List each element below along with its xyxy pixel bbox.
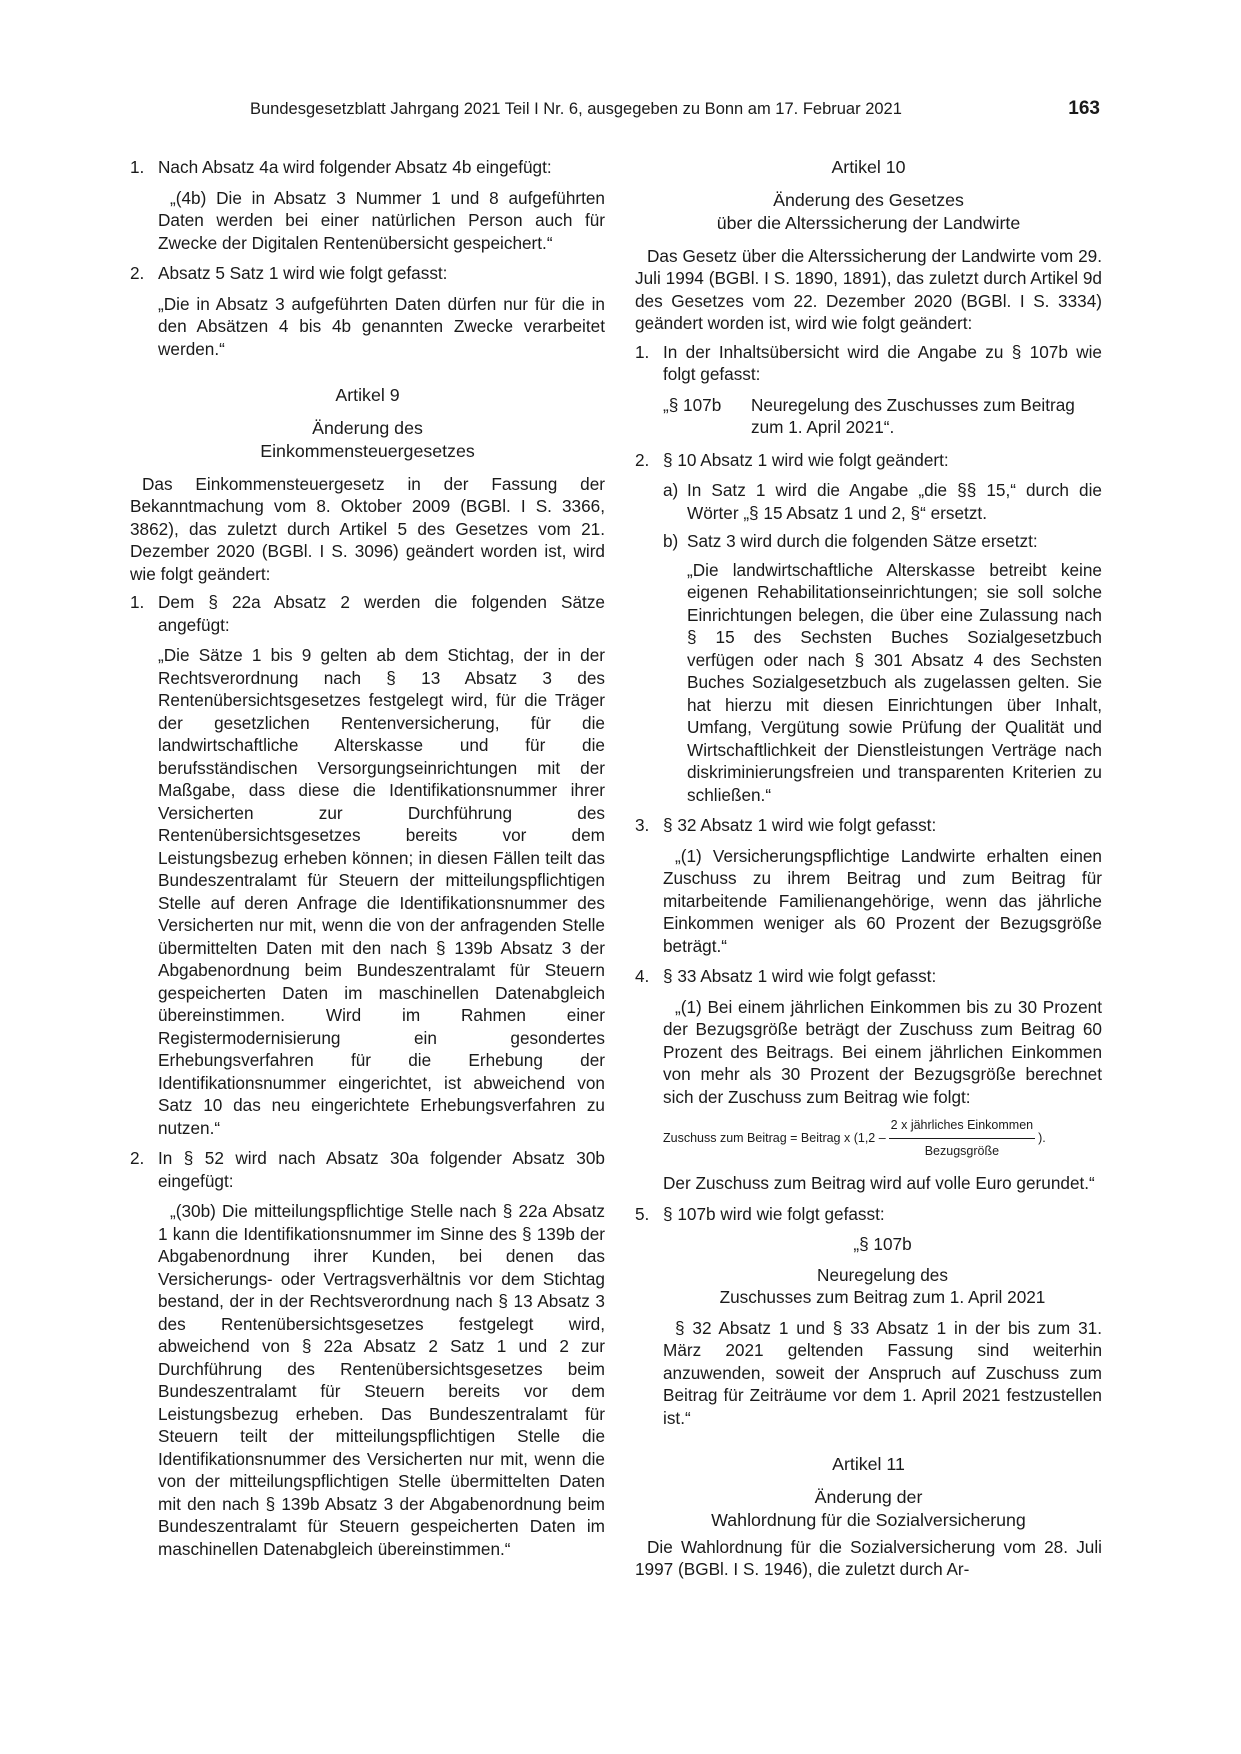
quoted-text: „(1) Versicherungspflichtige Landwirte erhalten einen Zuschuss zu ihrem Beitrag und zum Beitrag für mitarbeitende Familienangehörige, wenn das jährliche Einkommen weniger als 60 Prozent der Bezugsgröße beträgt.“ bbox=[663, 845, 1102, 956]
list-item bbox=[130, 591, 605, 636]
formula-fraction bbox=[889, 1114, 1035, 1162]
list-item bbox=[635, 341, 1102, 386]
article-subtitle bbox=[635, 1486, 1102, 1532]
sub-item-letter: a) bbox=[663, 480, 679, 500]
list-item bbox=[635, 1203, 1102, 1226]
item-number: 4. bbox=[635, 966, 650, 986]
article-subtitle-line: Änderung des bbox=[312, 417, 423, 438]
list-item bbox=[130, 262, 605, 285]
page-number: 163 bbox=[1068, 98, 1100, 119]
item-text: § 10 Absatz 1 wird wie folgt geändert: bbox=[663, 449, 949, 470]
item-text: Nach Absatz 4a wird folgender Absatz 4b eingefügt: bbox=[158, 157, 552, 177]
quoted-text: „Die Sätze 1 bis 9 gelten ab dem Stichtag, der in der Rechtsverordnung nach § 13 Absatz 3 des Rentenübersichtsgesetzes festgelegt wird, für die Träger der gesetzlichen Rentenversicherung, für die landwirtschaftliche Alterskasse und für die berufsständischen Versorgungseinrichtungen mit der Maßgabe, dass diese die Identifikationsnummer ihrer Versicherten zur Durchführung des Rentenübersichtsgesetzes bereits vor dem Leistungsbezug erheben können; in diesen Fällen teilt das Bundeszentralamt für Steuern der mitteilungspflichtigen Stelle auf deren Anfrage die Identifikationsnummer des Versicherten nur mit, wenn die von der anfragenden Stelle übermittelten Daten mit den nach § 139b Absatz 3 der Abgabenordnung beim Bundeszentralamt für Steuern gespeicherten Daten im maschinellen Datenabgleich übereinstimmen. Wird im Rahmen einer Registermodernisierung ein gesondertes Erhebungsverfahren für die Erhebung der Identifikationsnummer eingerichtet, ist abweichend von Satz 10 das neu eingerichtete Erhebungsverfahren zu nutzen.“ bbox=[158, 645, 605, 1138]
article-intro: Das Einkommensteuergesetz in der Fassung der Bekanntmachung vom 8. Oktober 2009 (BGBl. I S. 3366, 3862), das zuletzt durch Artikel 5 des Gesetzes vom 21. Dezember 2020 (BGBl. I S. 3096) geändert worden ist, wird wie folgt geändert: bbox=[130, 473, 605, 584]
list-item bbox=[635, 449, 1102, 472]
formula-denominator: Bezugsgröße bbox=[924, 1143, 1000, 1158]
paragraph-reference: „§ 107b bbox=[663, 394, 722, 415]
new-paragraph-number: „§ 107b bbox=[853, 1234, 912, 1254]
item-text: § 33 Absatz 1 wird wie folgt gefasst: bbox=[663, 966, 937, 986]
quoted-text: „(4b) Die in Absatz 3 Nummer 1 und 8 aufgeführten Daten werden bei einer natürlichen Person auch für Zwecke der Digitalen Rentenübersicht gespeichert.“ bbox=[158, 187, 605, 253]
article-subtitle-line: Einkommensteuergesetzes bbox=[260, 440, 475, 461]
right-column bbox=[635, 156, 1102, 1587]
quoted-text: „(1) Bei einem jährlichen Einkommen bis zu 30 Prozent der Bezugsgröße beträgt der Zuschuss zum Beitrag 60 Prozent des Beitrags. Bei einem jährlichen Einkommen von mehr als 30 Prozent der Bezugsgröße berechnet sich der Zuschuss zum Beitrag wie folgt: bbox=[663, 996, 1102, 1107]
item-text: § 107b wird wie folgt gefasst: bbox=[663, 1203, 885, 1224]
paragraph-heading: Neuregelung des Zuschusses zum Beitrag zum 1. April 2021“. bbox=[751, 394, 1075, 437]
formula-left: Zuschuss zum Beitrag = Beitrag x (1,2 – bbox=[663, 1130, 886, 1145]
article-intro: Das Gesetz über die Alterssicherung der Landwirte vom 29. Juli 1994 (BGBl. I S. 1890, 1891), das zuletzt durch Artikel 9d des Gesetzes vom 22. Dezember 2020 (BGBl. I S. 3334) geändert worden ist, wird wie folgt geändert: bbox=[635, 245, 1102, 333]
list-item bbox=[130, 156, 605, 179]
article-subtitle bbox=[130, 417, 605, 463]
list-item bbox=[635, 965, 1102, 988]
article-subtitle-line: Änderung des Gesetzes bbox=[773, 189, 964, 210]
quoted-text: § 32 Absatz 1 und § 33 Absatz 1 in der bis zum 31. März 2021 geltenden Fassung sind weiterhin anzuwenden, soweit der Anspruch auf Zuschuss zum Beitrag für Zeiträume vor dem 1. April 2021 festzustellen ist.“ bbox=[663, 1317, 1102, 1428]
item-number: 1. bbox=[130, 157, 145, 177]
formula-right: ). bbox=[1038, 1130, 1046, 1145]
item-number: 2. bbox=[130, 263, 145, 283]
article-title: Artikel 9 bbox=[335, 385, 400, 405]
item-text: Dem § 22a Absatz 2 werden die folgenden Sätze angefügt: bbox=[158, 592, 605, 635]
article-title: Artikel 10 bbox=[831, 157, 906, 177]
item-number: 2. bbox=[130, 1148, 145, 1168]
quoted-text: „Die landwirtschaftliche Alterskasse betreibt keine eigenen Rehabilitationseinrichtungen; sie soll solche Einrichtungen belegen, die über eine Zulassung nach § 15 des Sechsten Buches Sozialgesetzbuch verfügen oder nach § 301 Absatz 4 des Sechsten Buches Sozialgesetzbuch als zugelassen gelten. Sie hat hierzu mit diesen Einrichtungen über Inhalt, Umfang, Vergütung sowie Prüfung der Qualität und Wirtschaftlichkeit der Dienstleistungen Verträge nach diskriminierungsfreien und transparenten Kriterien zu schließen.“ bbox=[687, 559, 1102, 805]
list-item bbox=[635, 814, 1102, 837]
article-subtitle bbox=[635, 189, 1102, 235]
quoted-text: „Die in Absatz 3 aufgeführten Daten dürfen nur für die in den Absätzen 4 bis 4b genannten Zwecke verarbeitet werden.“ bbox=[158, 293, 605, 359]
article-subtitle-line: über die Alterssicherung der Landwirte bbox=[716, 212, 1021, 233]
item-text: In der Inhaltsübersicht wird die Angabe zu § 107b wie folgt gefasst: bbox=[663, 341, 1102, 384]
sub-item-letter: b) bbox=[663, 531, 679, 551]
sub-item-text: Satz 3 wird durch die folgenden Sätze ersetzt: bbox=[687, 531, 1038, 551]
new-paragraph-title-line: Neuregelung des bbox=[817, 1264, 948, 1285]
item-number: 5. bbox=[635, 1203, 650, 1224]
list-item bbox=[130, 1147, 605, 1192]
toc-entry bbox=[663, 394, 1102, 439]
item-text: § 32 Absatz 1 wird wie folgt gefasst: bbox=[663, 815, 937, 835]
item-number: 2. bbox=[635, 449, 650, 470]
article-subtitle-line: Wahlordnung für die Sozialversicherung bbox=[711, 1509, 1026, 1530]
item-text: Absatz 5 Satz 1 wird wie folgt gefasst: bbox=[158, 263, 448, 283]
sub-item-text: In Satz 1 wird die Angabe „die §§ 15,“ durch die Wörter „§ 15 Absatz 1 und 2, §“ ersetzt. bbox=[687, 480, 1102, 523]
header-text: Bundesgesetzblatt Jahrgang 2021 Teil I Nr. 6, ausgegeben zu Bonn am 17. Februar 2021 bbox=[250, 100, 902, 118]
article-subtitle-line: Änderung der bbox=[814, 1486, 923, 1507]
item-number: 1. bbox=[635, 341, 650, 362]
new-paragraph-title-line: Zuschusses zum Beitrag zum 1. April 2021 bbox=[719, 1287, 1046, 1307]
item-number: 1. bbox=[130, 592, 145, 612]
quoted-text: „(30b) Die mitteilungspflichtige Stelle nach § 22a Absatz 1 kann die Identifikationsnummer im Sinne des § 139b der Abgabenordnung ihrer Kunden, bei denen das Versicherungs- oder Vertragsverhältnis vor dem Stichtag bestand, der in der Rechtsverordnung nach § 13 Absatz 3 des Rentenübersichtsgesetzes festgelegt wird, abweichend von § 22a Absatz 2 Satz 1 und 2 zur Durchführung des Rentenübersichtsgesetzes beim Bundeszentralamt für Steuern bereits vor dem Leistungsbezug erheben. Das Bundeszentralamt für Steuern teilt der mitteilungspflichtigen Stelle die Identifikationsnummer des Versicherten nur mit, wenn die von der mitteilungspflichtigen Stelle übermittelten Daten mit den nach § 139b Absatz 3 der Abgabenordnung beim Bundeszentralamt für Steuern gespeicherten Daten im maschinellen Datenabgleich übereinstimmen.“ bbox=[158, 1201, 605, 1559]
formula bbox=[663, 1114, 1102, 1162]
sub-item bbox=[663, 530, 1102, 553]
article-intro: Die Wahlordnung für die Sozialversicherung vom 28. Juli 1997 (BGBl. I S. 1946), die zuletzt durch Ar- bbox=[635, 1536, 1102, 1579]
item-number: 3. bbox=[635, 815, 650, 835]
formula-numerator: 2 x jährliches Einkommen bbox=[889, 1114, 1035, 1139]
sub-item bbox=[663, 479, 1102, 524]
page-header bbox=[250, 100, 1100, 126]
article-title: Artikel 11 bbox=[832, 1454, 905, 1474]
left-column bbox=[130, 156, 605, 1568]
item-text: In § 52 wird nach Absatz 30a folgender Absatz 30b eingefügt: bbox=[158, 1148, 605, 1191]
new-paragraph-title bbox=[663, 1264, 1102, 1309]
quoted-text: Der Zuschuss zum Beitrag wird auf volle Euro gerundet.“ bbox=[663, 1173, 1095, 1193]
